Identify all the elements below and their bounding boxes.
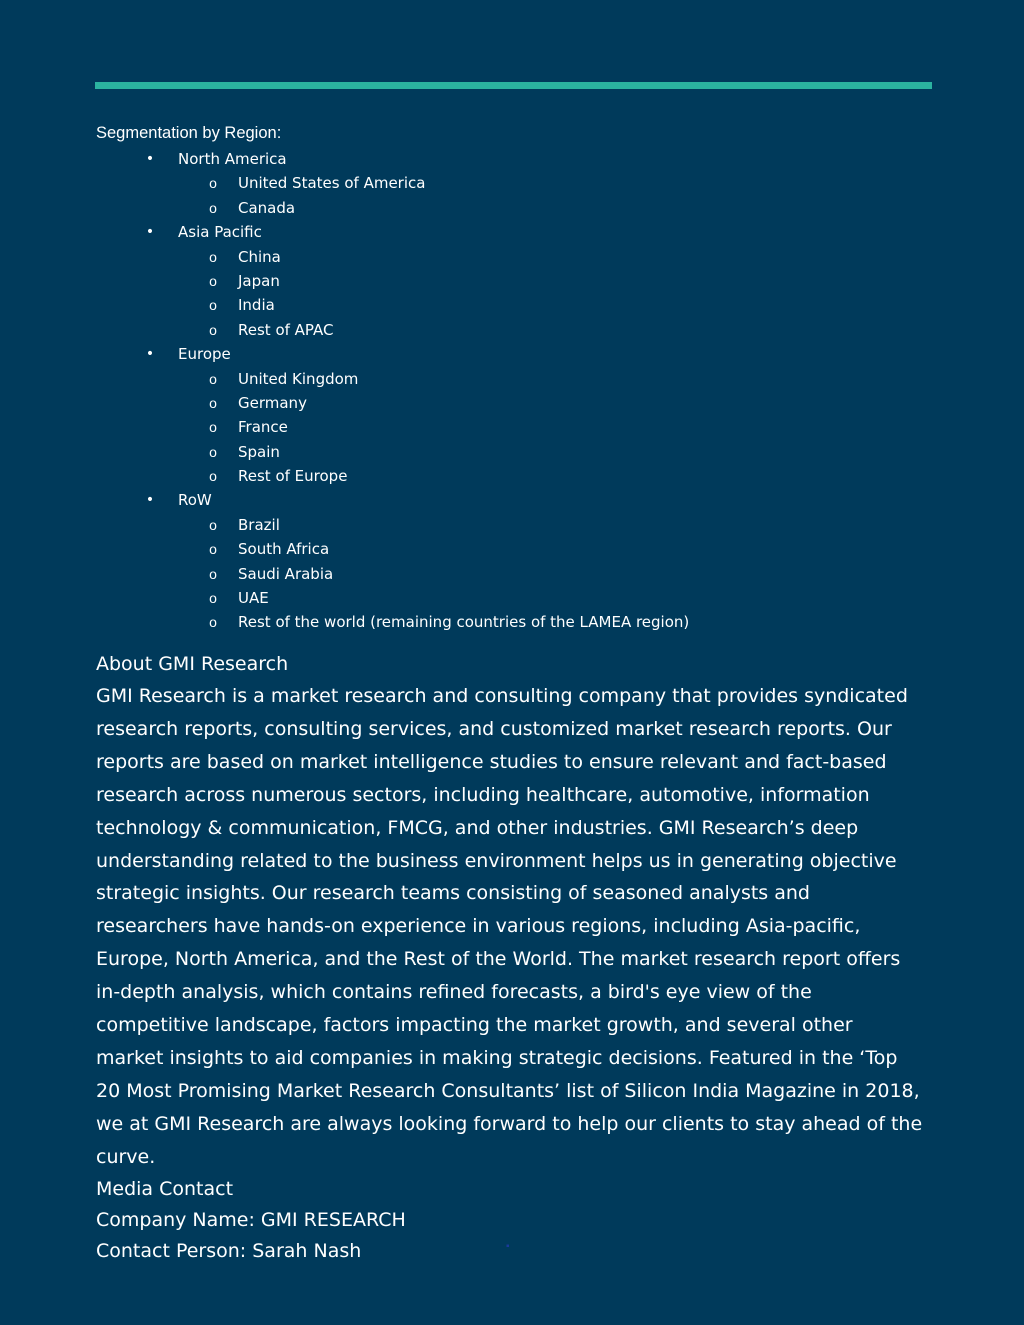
circle-bullet-icon: o xyxy=(209,468,217,485)
bullet-icon: • xyxy=(145,224,155,241)
circle-bullet-icon: o xyxy=(209,565,217,582)
country-label: Saudi Arabia xyxy=(238,564,334,583)
country-label: India xyxy=(238,296,275,315)
country-label: Rest of Europe xyxy=(238,467,348,486)
circle-bullet-icon: o xyxy=(209,541,217,558)
circle-bullet-icon: o xyxy=(209,590,217,607)
segmentation-title: Segmentation by Region: xyxy=(96,124,282,142)
top-accent-rule xyxy=(95,82,932,89)
about-heading: About GMI Research xyxy=(96,653,289,675)
country-label: United Kingdom xyxy=(238,369,359,388)
region-label: Asia Pacific xyxy=(178,223,262,242)
bullet-icon: • xyxy=(145,492,155,509)
circle-bullet-icon: o xyxy=(209,419,217,436)
circle-bullet-icon: o xyxy=(209,614,217,631)
country-label: South Africa xyxy=(238,540,330,559)
region-label: RoW xyxy=(178,491,212,510)
circle-bullet-icon: o xyxy=(209,199,217,216)
circle-bullet-icon: o xyxy=(209,321,217,338)
company-name: Company Name: GMI RESEARCH xyxy=(96,1208,406,1231)
circle-bullet-icon: o xyxy=(209,175,217,192)
country-label: Germany xyxy=(238,393,307,412)
contact-person: Contact Person: Sarah Nash xyxy=(96,1239,362,1262)
bullet-icon: • xyxy=(145,346,155,363)
country-label: UAE xyxy=(238,589,269,608)
country-label: Canada xyxy=(238,198,296,217)
circle-bullet-icon: o xyxy=(209,394,217,411)
circle-bullet-icon: o xyxy=(209,297,217,314)
about-body: GMI Research is a market research and consulting company that provides syndicated research reports, consulting services, and customized market research reports. Our reports are based on market intelligence studies to ensure relevant and fact-based research across numerous sectors, including healthcare, automotive, information technology & communication, FMCG, and other industries. GMI Research’s deep understanding related to the business environment helps us in generating objective strategic insights. Our research teams consisting of seasoned analysts and researchers have hands-on experience in various regions, including Asia-pacific, Europe, North America, and the Rest of the World. The market research report offers in-depth analysis, which contains refined forecasts, a bird's eye view of the competitive landscape, factors impacting the market growth, and several other market insights to aid companies in making strategic decisions. Featured in the ‘Top 20 Most Promising Market Research Consultants’ list of Silicon India Magazine in 2018, we at GMI Research are always looking forward to help our clients to stay ahead of the curve. xyxy=(96,685,923,1168)
bullet-icon: • xyxy=(145,151,155,167)
region-label: Europe xyxy=(178,345,231,364)
region-label: North America xyxy=(178,150,287,168)
country-label: France xyxy=(238,418,288,437)
country-label: Spain xyxy=(238,442,280,461)
country-label: China xyxy=(238,247,281,266)
country-label: Rest of APAC xyxy=(238,320,334,339)
media-contact-heading: Media Contact xyxy=(96,1177,234,1200)
circle-bullet-icon: o xyxy=(209,516,217,533)
circle-bullet-icon: o xyxy=(209,370,217,387)
country-label: Japan xyxy=(238,271,280,290)
about-section xyxy=(96,648,926,1267)
circle-bullet-icon: o xyxy=(209,248,217,265)
circle-bullet-icon: o xyxy=(209,272,217,289)
country-label: Rest of the world (remaining countries of the LAMEA region) xyxy=(238,613,690,632)
circle-bullet-icon: o xyxy=(209,443,217,460)
country-label: Brazil xyxy=(238,515,280,534)
country-label: United States of America xyxy=(238,174,426,193)
page-marker: ▪ xyxy=(506,1241,510,1252)
